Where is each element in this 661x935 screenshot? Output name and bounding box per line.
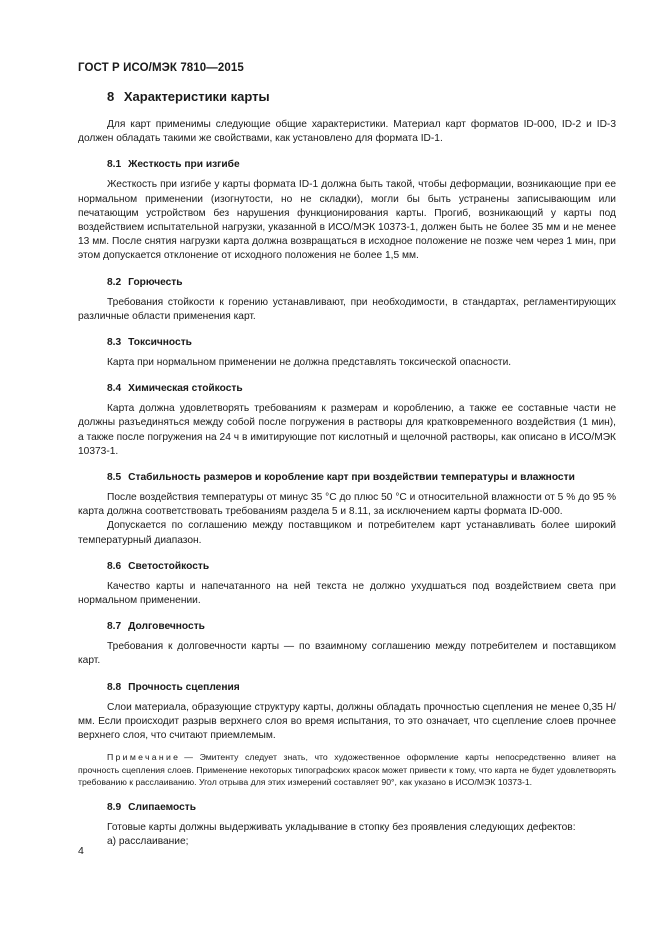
page-number: 4 — [78, 845, 84, 857]
subsection-heading — [107, 336, 616, 350]
subsection-title: Стабильность размеров и коробление карт при воздействии температуры и влажности — [128, 472, 575, 484]
subsection-8-1 — [78, 158, 616, 263]
paragraph: Требования стойкости к горению устанавливают, при необходимости, в стандартах, регламентирующих различные области применения карт. — [78, 296, 616, 322]
subsection-8-7 — [78, 620, 616, 668]
subsection-title: Токсичность — [128, 337, 192, 349]
subsection-heading — [107, 471, 616, 485]
subsection-8-9 — [78, 801, 616, 849]
subsection-title: Химическая стойкость — [128, 383, 243, 395]
section-heading — [107, 88, 616, 106]
subsection-number: 8.1 — [107, 159, 122, 171]
subsection-heading — [107, 382, 616, 396]
subsection-number: 8.2 — [107, 276, 122, 288]
section-title: Характеристики карты — [123, 89, 270, 104]
subsection-heading — [107, 620, 616, 634]
subsection-number: 8.5 — [107, 472, 122, 484]
subsection-heading — [107, 276, 616, 290]
subsection-number: 8.9 — [107, 801, 122, 813]
note-text: — Эмитенту следует знать, что художественное оформление карты непосредственно влияет на прочность сцепления слоев. Применение некоторых типографских красок может привести к тому, что карта не будет удовлетворять требованию к расслаиванию. Угол отрыва для этих измерений составляет 90°, как указано в ИСО/МЭК 10373-1. — [78, 752, 616, 788]
subsection-8-2 — [78, 276, 616, 324]
subsection-8-8 — [78, 681, 616, 789]
section-intro-block — [78, 118, 616, 146]
subsection-title: Долговечность — [128, 621, 205, 633]
subsection-8-5 — [78, 471, 616, 548]
page-content — [78, 88, 616, 861]
subsection-title: Светостойкость — [128, 560, 210, 572]
subsection-8-6 — [78, 560, 616, 608]
list-item: а) расслаивание; — [107, 835, 189, 847]
subsection-number: 8.6 — [107, 560, 122, 572]
paragraph: Требования к долговечности карты — по взаимному соглашению между потребителем и поставщиком карт. — [78, 641, 616, 667]
paragraph: Готовые карты должны выдерживать укладывание в стопку без проявления следующих дефектов: — [107, 821, 576, 833]
subsection-title: Горючесть — [128, 276, 183, 288]
paragraph: Слои материала, образующие структуру карты, должны обладать прочностью сцепления не менее 0,35 Н/мм. Если происходит разрыв верхнего слоя во время испытания, то это означает, что сцепление слоев прочнее верхнего слоя, что считают приемлемым. — [78, 701, 616, 742]
paragraph: Карта при нормальном применении не должна представлять токсической опасности. — [107, 357, 512, 369]
paragraph: После воздействия температуры от минус 35 °С до плюс 50 °С и относительной влажности от 5 % до 95 % карта должна соответствовать требованиям раздела 5 и 8.11, за исключением карты формата ID-000. — [78, 492, 616, 518]
subsection-title: Жесткость при изгибе — [128, 159, 240, 171]
section-intro: Для карт применимы следующие общие характеристики. Материал карт форматов ID-000, ID-2 и ID-3 должен обладать такими же свойствами, как установлено для формата ID-1. — [78, 119, 616, 145]
paragraph: Допускается по соглашению между поставщиком и потребителем карт устанавливать более широкий температурный диапазон. — [78, 520, 616, 546]
subsection-number: 8.7 — [107, 621, 122, 633]
subsection-heading — [107, 560, 616, 574]
subsection-title: Слипаемость — [128, 801, 197, 813]
note-label: Примечание — [107, 752, 181, 763]
subsection-heading — [107, 158, 616, 172]
subsection-title: Прочность сцепления — [128, 681, 240, 693]
subsection-heading — [107, 681, 616, 695]
paragraph: Жесткость при изгибе у карты формата ID-1 должна быть такой, чтобы деформации, возникающие при ее нормальном применении (изогнутости, но не складки), могли бы быть устранены записывающим или печатающим устройством без нарушения функционирования карты. Прогиб, возникающий у карты под воздействием испытательной нагрузки, указанной в ИСО/МЭК 10373-1, должен быть не более 35 мм и не менее 13 мм. После снятия нагрузки карта должна возвращаться в исходное положение не позже чем через 1 мин, при этом допускается отклонение от исходного положения не более 1,5 мм. — [78, 179, 616, 262]
note — [78, 751, 616, 788]
subsection-heading — [107, 801, 616, 815]
section-number: 8 — [107, 89, 115, 104]
subsection-8-3 — [78, 336, 616, 370]
paragraph: Карта должна удовлетворять требованиям к размерам и короблению, а также ее составные части не должны разъединяться между собой после погружения в растворы для кратковременного воздействия (1 мин), а также после погружения на 24 ч в имитирующие пот кислотный и щелочной растворы, как описано в ИСО/МЭК 10373-1. — [78, 403, 616, 457]
running-header: ГОСТ Р ИСО/МЭК 7810—2015 — [78, 62, 244, 74]
paragraph: Качество карты и напечатанного на ней текста не должно ухудшаться под воздействием света при нормальном применении. — [78, 580, 616, 607]
subsection-number: 8.3 — [107, 337, 122, 349]
subsection-number: 8.8 — [107, 681, 122, 693]
subsection-8-4 — [78, 382, 616, 459]
subsection-number: 8.4 — [107, 383, 122, 395]
